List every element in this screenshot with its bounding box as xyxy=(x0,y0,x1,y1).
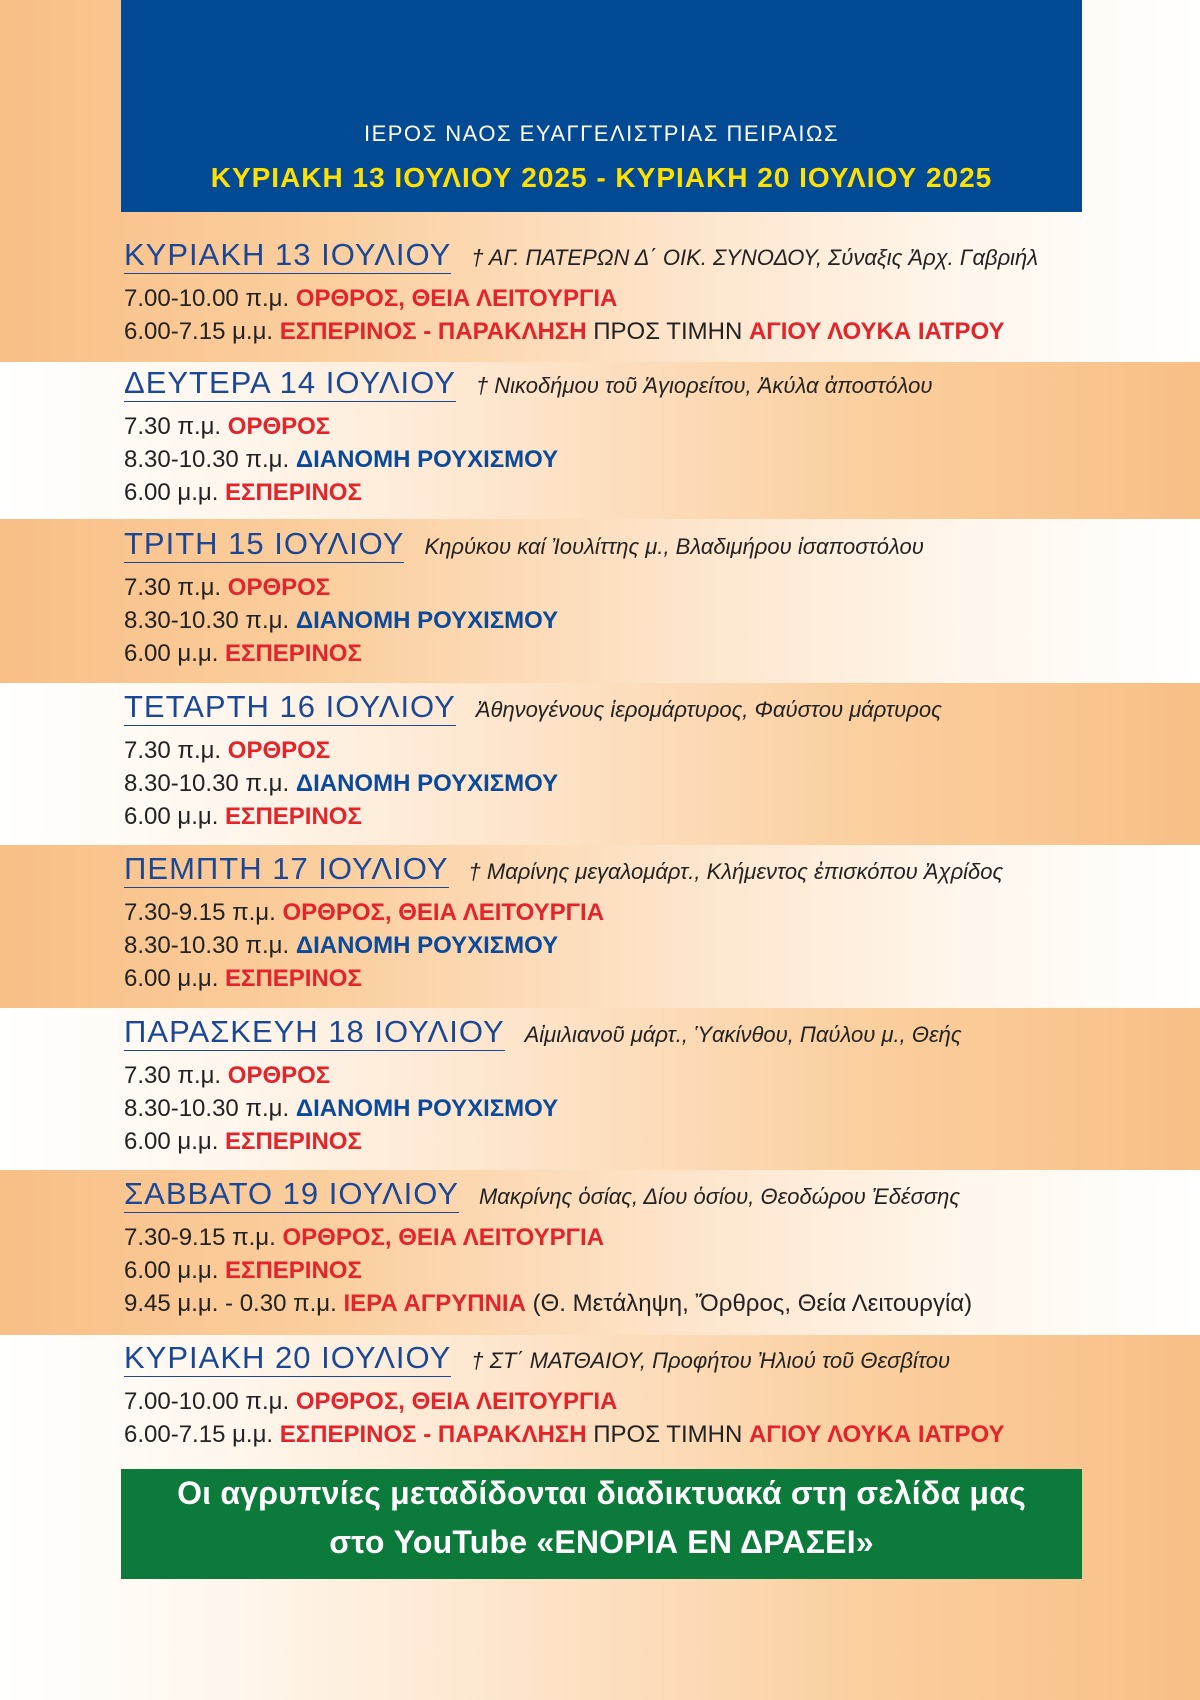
service-line xyxy=(124,315,1124,348)
service-time: 6.00 μ.μ. xyxy=(124,803,226,830)
feast-of-day: † Νικοδήμου τοῦ Ἁγιορείτου, Ἀκύλα ἀποστόλου xyxy=(475,373,933,398)
service-line xyxy=(124,767,1124,800)
day-header xyxy=(124,852,1124,896)
service-activity: ΔΙΑΝΟΜΗ ΡΟΥΧΙΣΜΟΥ xyxy=(295,1095,559,1122)
service-time: 7.30-9.15 π.μ. xyxy=(124,1224,283,1251)
service-line xyxy=(124,800,1124,833)
service-name: ΕΣΠΕΡΙΝΟΣ xyxy=(225,479,362,506)
day-title: ΠΕΜΠΤΗ 17 ΙΟΥΛΙΟΥ xyxy=(124,851,449,886)
day-title: ΚΥΡΙΑΚΗ 20 ΙΟΥΛΙΟΥ xyxy=(124,1340,452,1375)
service-line xyxy=(124,604,1124,637)
day-header xyxy=(124,690,1124,734)
day-header xyxy=(124,1341,1124,1385)
service-name: ΟΡΘΡΟΣ xyxy=(227,413,331,440)
service-name: ΟΡΘΡΟΣ, ΘΕΙΑ ΛΕΙΤΟΥΡΓΙΑ xyxy=(282,899,605,926)
service-line xyxy=(124,1221,1124,1254)
feast-of-day: Μακρίνης ὁσίας, Δίου ὁσίου, Θεοδώρου Ἐδέσσης xyxy=(478,1184,961,1209)
service-time: 7.30 π.μ. xyxy=(124,413,228,440)
service-time: 6.00 μ.μ. xyxy=(124,965,226,992)
day-header xyxy=(124,366,1124,410)
service-time: 9.45 μ.μ. - 0.30 π.μ. xyxy=(124,1290,344,1317)
feast-of-day: † ΣΤ΄ ΜΑΤΘΑΙΟΥ, Προφήτου Ἠλιού τοῦ Θεσβίτου xyxy=(471,1348,951,1373)
day-title: ΠΑΡΑΣΚΕΥΗ 18 ΙΟΥΛΙΟΥ xyxy=(124,1014,505,1049)
church-name: ΙΕΡΟΣ ΝΑΟΣ ΕΥΑΓΓΕΛΙΣΤΡΙΑΣ ΠΕΙΡΑΙΩΣ xyxy=(363,121,840,146)
service-name: ΟΡΘΡΟΣ xyxy=(227,574,331,601)
service-time: ΠΡΟΣ ΤΙΜΗΝ xyxy=(586,1421,749,1448)
service-name: ΙΕΡΑ ΑΓΡΥΠΝΙΑ xyxy=(343,1290,526,1317)
service-name: ΟΡΘΡΟΣ xyxy=(227,737,331,764)
service-line xyxy=(124,896,1124,929)
service-name: ΟΡΘΡΟΣ, ΘΕΙΑ ΛΕΙΤΟΥΡΓΙΑ xyxy=(295,285,618,312)
service-line xyxy=(124,282,1124,315)
service-line xyxy=(124,476,1124,509)
service-time: 7.00-10.00 π.μ. xyxy=(124,1388,296,1415)
service-time: 8.30-10.30 π.μ. xyxy=(124,1095,296,1122)
date-range: ΚΥΡΙΑΚΗ 13 ΙΟΥΛΙΟΥ 2025 - ΚΥΡΙΑΚΗ 20 ΙΟΥΛΙΟΥ 2025 xyxy=(210,162,993,193)
service-time: 7.00-10.00 π.μ. xyxy=(124,285,296,312)
day-block xyxy=(124,1015,1124,1158)
service-time: ΠΡΟΣ ΤΙΜΗΝ xyxy=(586,318,749,345)
service-time: 6.00-7.15 μ.μ. xyxy=(124,318,280,345)
header-banner xyxy=(121,0,1082,212)
service-name: ΕΣΠΕΡΙΝΟΣ xyxy=(225,640,362,667)
day-block xyxy=(124,1341,1124,1451)
feast-of-day: Αἰμιλιανοῦ μάρτ., Ὑακίνθου, Παύλου μ., Θεής xyxy=(524,1022,962,1047)
service-line xyxy=(124,1385,1124,1418)
service-time: 6.00 μ.μ. xyxy=(124,479,226,506)
service-name: ΟΡΘΡΟΣ xyxy=(227,1062,331,1089)
service-time: 8.30-10.30 π.μ. xyxy=(124,770,296,797)
feast-of-day: † Μαρίνης μεγαλομάρτ., Κλήμεντος ἐπισκόπου Ἀχρίδος xyxy=(468,859,1004,884)
service-line xyxy=(124,1059,1124,1092)
service-time: 7.30 π.μ. xyxy=(124,737,228,764)
service-line xyxy=(124,1092,1124,1125)
youtube-notice xyxy=(121,1469,1082,1579)
service-time: 7.30 π.μ. xyxy=(124,1062,228,1089)
service-line xyxy=(124,962,1124,995)
service-activity: ΔΙΑΝΟΜΗ ΡΟΥΧΙΣΜΟΥ xyxy=(295,770,559,797)
youtube-notice-line-2: στο YouTube «ΕΝΟΡΙΑ ΕΝ ΔΡΑΣΕΙ» xyxy=(329,1524,874,1560)
service-time: 8.30-10.30 π.μ. xyxy=(124,607,296,634)
day-block xyxy=(124,366,1124,509)
service-time: 7.30-9.15 π.μ. xyxy=(124,899,283,926)
service-line xyxy=(124,734,1124,767)
service-activity: ΔΙΑΝΟΜΗ ΡΟΥΧΙΣΜΟΥ xyxy=(295,607,559,634)
service-name: ΕΣΠΕΡΙΝΟΣ - ΠΑΡΑΚΛΗΣΗ xyxy=(279,1421,587,1448)
service-line xyxy=(124,1125,1124,1158)
youtube-notice-line-1: Οι αγρυπνίες μεταδίδονται διαδικτυακά στη σελίδα μας xyxy=(177,1475,1026,1511)
service-name: ΟΡΘΡΟΣ, ΘΕΙΑ ΛΕΙΤΟΥΡΓΙΑ xyxy=(295,1388,618,1415)
service-name: ΟΡΘΡΟΣ, ΘΕΙΑ ΛΕΙΤΟΥΡΓΙΑ xyxy=(282,1224,605,1251)
day-block xyxy=(124,1177,1124,1320)
day-title: ΣΑΒΒΑΤΟ 19 ΙΟΥΛΙΟΥ xyxy=(124,1176,459,1211)
service-time: 8.30-10.30 π.μ. xyxy=(124,932,296,959)
service-activity: ΔΙΑΝΟΜΗ ΡΟΥΧΙΣΜΟΥ xyxy=(295,446,559,473)
service-name: ΑΓΙΟΥ ΛΟΥΚΑ ΙΑΤΡΟΥ xyxy=(748,1421,1005,1448)
day-title: ΔΕΥΤΕΡΑ 14 ΙΟΥΛΙΟΥ xyxy=(124,365,456,400)
day-block xyxy=(124,852,1124,995)
service-name: ΕΣΠΕΡΙΝΟΣ xyxy=(225,1257,362,1284)
service-time: 8.30-10.30 π.μ. xyxy=(124,446,296,473)
service-time: (Θ. Μετάληψη, Ὄρθρος, Θεία Λειτουργία) xyxy=(525,1290,973,1317)
day-header xyxy=(124,1015,1124,1059)
service-name: ΕΣΠΕΡΙΝΟΣ xyxy=(225,1128,362,1155)
service-line xyxy=(124,571,1124,604)
service-time: 6.00-7.15 μ.μ. xyxy=(124,1421,280,1448)
day-header xyxy=(124,238,1124,282)
service-time: 7.30 π.μ. xyxy=(124,574,228,601)
service-time: 6.00 μ.μ. xyxy=(124,1257,226,1284)
service-line xyxy=(124,1254,1124,1287)
service-line xyxy=(124,929,1124,962)
service-name: ΕΣΠΕΡΙΝΟΣ xyxy=(225,803,362,830)
day-header xyxy=(124,527,1124,571)
day-title: ΚΥΡΙΑΚΗ 13 ΙΟΥΛΙΟΥ xyxy=(124,237,452,272)
feast-of-day: Ἀθηνογένους ἱερομάρτυρος, Φαύστου μάρτυρος xyxy=(475,697,942,722)
day-header xyxy=(124,1177,1124,1221)
service-line xyxy=(124,410,1124,443)
service-name: ΕΣΠΕΡΙΝΟΣ - ΠΑΡΑΚΛΗΣΗ xyxy=(279,318,587,345)
feast-of-day: † ΑΓ. ΠΑΤΕΡΩΝ Δ΄ ΟΙΚ. ΣΥΝΟΔΟΥ, Σύναξις Ἀρχ. Γαβριήλ xyxy=(471,245,1039,270)
day-title: ΤΕΤΑΡΤΗ 16 ΙΟΥΛΙΟΥ xyxy=(124,689,456,724)
service-activity: ΔΙΑΝΟΜΗ ΡΟΥΧΙΣΜΟΥ xyxy=(295,932,559,959)
service-line xyxy=(124,637,1124,670)
feast-of-day: Κηρύκου καί Ἰουλίττης μ., Βλαδιμήρου ἰσαποστόλου xyxy=(424,534,924,559)
service-name: ΑΓΙΟΥ ΛΟΥΚΑ ΙΑΤΡΟΥ xyxy=(748,318,1005,345)
day-block xyxy=(124,527,1124,670)
service-time: 6.00 μ.μ. xyxy=(124,1128,226,1155)
service-line xyxy=(124,443,1124,476)
day-block xyxy=(124,238,1124,348)
service-line xyxy=(124,1287,1124,1320)
day-block xyxy=(124,690,1124,833)
service-line xyxy=(124,1418,1124,1451)
day-title: ΤΡΙΤΗ 15 ΙΟΥΛΙΟΥ xyxy=(124,526,405,561)
service-time: 6.00 μ.μ. xyxy=(124,640,226,667)
service-name: ΕΣΠΕΡΙΝΟΣ xyxy=(225,965,362,992)
